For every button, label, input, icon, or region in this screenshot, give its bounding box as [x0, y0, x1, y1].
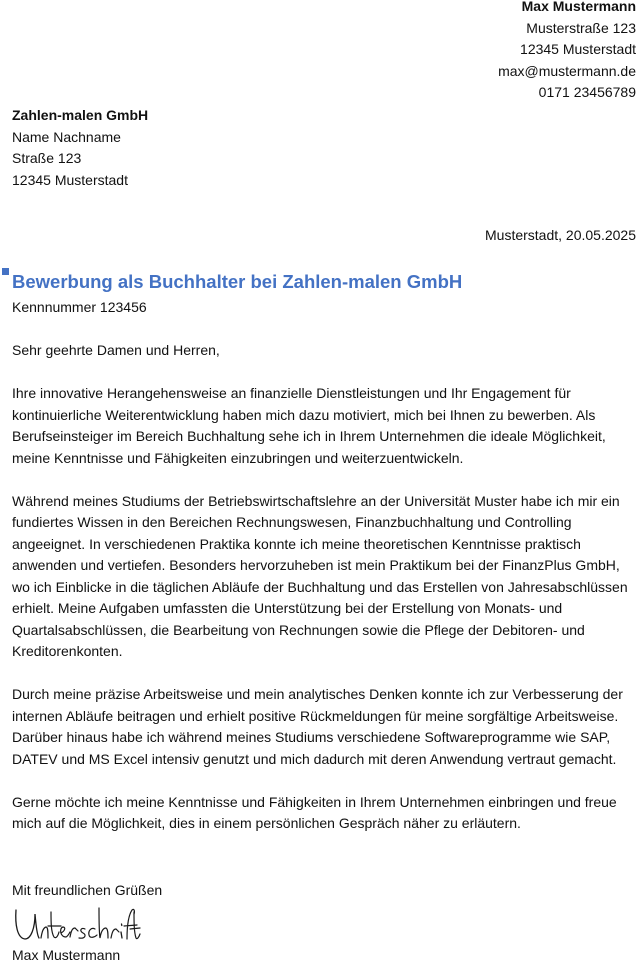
- letter-body: [12, 340, 637, 856]
- handwritten-signature: [11, 902, 141, 948]
- letter-date: Musterstadt, 20.05.2025: [485, 227, 636, 243]
- sender-email: max@mustermann.de: [498, 62, 636, 79]
- sender-name: Max Mustermann: [521, 0, 636, 14]
- recipient-city: 12345 Musterstadt: [12, 171, 128, 188]
- subject-accent-marker: [2, 268, 9, 275]
- signed-name: Max Mustermann: [12, 947, 121, 963]
- recipient-company: Zahlen-malen GmbH: [12, 107, 149, 123]
- body-paragraph-2: Während meines Studiums der Betriebswirtschaftslehre an der Universität Muster habe ich mir ein fundiertes Wissen in den Bereichen Rechnungswesen, Finanzbuchhaltung und Controlling angeeignet. In verschiedenen Praktika konnte ich meine theoretischen Kenntnisse praktisch anwenden und vertiefen. Besonders hervorzuheben ist mein Praktikum bei der FinanzPlus GmbH, wo ich Einblicke in die täglichen Abläufe der Buchhaltung und das Erstellen von Jahresabschlüssen erhielt. Meine Aufgaben umfassten die Unterstützung bei der Erstellung von Monats- und Quartalsabschlüssen, die Bearbeitung von Rechnungen sowie die Pflege der Debitoren- und Kreditorenkonten.: [12, 492, 628, 659]
- body-paragraph-3: Durch meine präzise Arbeitsweise und mein analytisches Denken konnte ich zur Verbesserung der internen Abläufe beitragen und erhielt positive Rückmeldungen für meine sorgfältige Arbeitsweise. Darüber hinaus habe ich während meines Studiums verschiedene Softwareprogramme wie SAP, DATEV und MS Excel intensiv genutzt und mich dadurch mit deren Anwendung vertraut gemacht.: [12, 686, 623, 767]
- sender-address-block: [498, 0, 636, 104]
- letter-subject: Bewerbung als Buchhalter bei Zahlen-malen GmbH: [12, 271, 463, 292]
- body-paragraph-1: Ihre innovative Herangehensweise an finanzielle Dienstleistungen und Ihr Engagement für kontinuierliche Weiterentwicklung haben mich dazu motiviert, mich bei Ihnen zu bewerben. Als Berufseinsteiger im Bereich Buchhaltung sehe ich in Ihrem Unternehmen die ideale Möglichkeit, meine Kenntnisse und Fähigkeiten einzubringen und weiterzuentwickeln.: [12, 385, 606, 466]
- recipient-address-block: [12, 105, 148, 191]
- sender-city: 12345 Musterstadt: [520, 41, 636, 57]
- sender-street: Musterstraße 123: [526, 19, 636, 36]
- closing-phrase: Mit freundlichen Grüßen: [12, 882, 163, 898]
- recipient-street: Straße 123: [12, 150, 82, 166]
- recipient-contact: Name Nachname: [12, 128, 121, 145]
- sender-phone: 0171 23456789: [538, 84, 636, 100]
- body-paragraph-4: Gerne möchte ich meine Kenntnisse und Fähigkeiten in Ihrem Unternehmen einbringen und freue mich auf die Möglichkeit, dies in einem persönlichen Gespräch näher zu erläutern.: [12, 793, 617, 831]
- reference-number: Kennnummer 123456: [12, 299, 147, 315]
- salutation: Sehr geehrte Damen und Herren,: [12, 342, 220, 358]
